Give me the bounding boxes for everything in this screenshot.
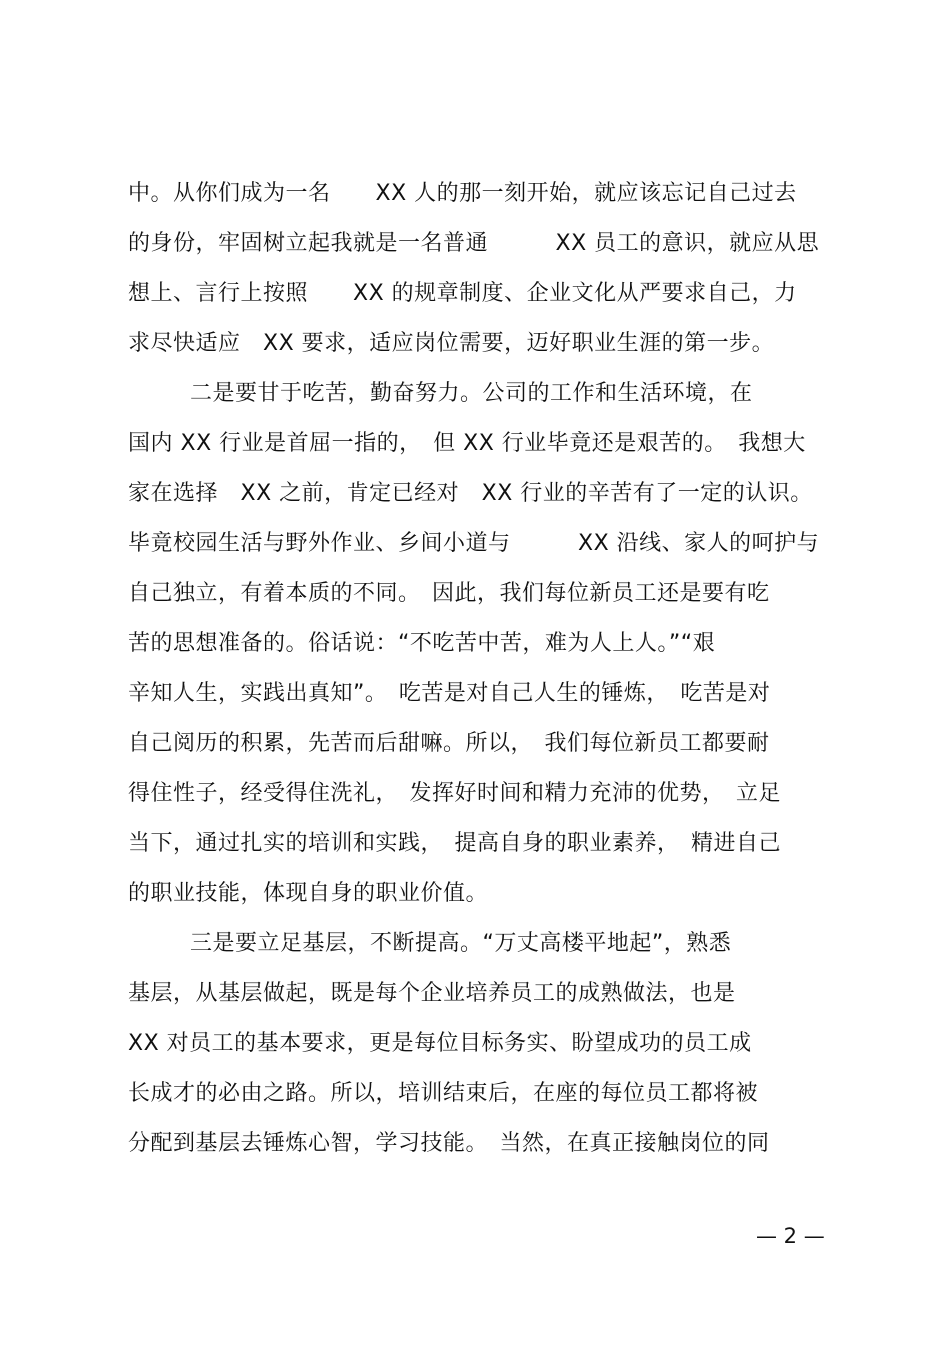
paragraph-3-first-line: 三是要立足基层，不断提高。“万丈高楼平地起”，熟悉 xyxy=(190,931,732,956)
text-line-20: 分配到基层去锤炼心智，学习技能。 当然，在真正接触岗位的同 xyxy=(128,1131,770,1156)
text-line-14: 当下，通过扎实的培训和实践， 提高自身的职业素养， 精进自己 xyxy=(128,831,782,856)
text-line-4: 求尽快适应 XX 要求，适应岗位需要，迈好职业生涯的第一步。 xyxy=(128,331,775,356)
text-line-18: XX 对员工的基本要求，更是每位目标务实、盼望成功的员工成 xyxy=(128,1031,752,1056)
text-line-2: 的身份，牢固树立起我就是一名普通 XX 员工的意识，就应从思 xyxy=(128,231,820,256)
text-line-6: 国内 XX 行业是首屈一指的， 但 XX 行业毕竟还是艰苦的。 我想大 xyxy=(128,431,806,456)
text-line-19: 长成才的必由之路。所以，培训结束后，在座的每位员工都将被 xyxy=(128,1081,759,1106)
text-line-13: 得住性子，经受得住洗礼， 发挥好时间和精力充沛的优势， 立足 xyxy=(128,781,782,806)
text-line-7: 家在选择 XX 之前，肯定已经对 XX 行业的辛苦有了一定的认识。 xyxy=(128,481,813,506)
text-line-15: 的职业技能，体现自身的职业价值。 xyxy=(128,881,489,906)
text-line-3: 想上、言行上按照 XX 的规章制度、企业文化从严要求自己，力 xyxy=(128,281,797,306)
paragraph-2-first-line: 二是要甘于吃苦，勤奋努力。公司的工作和生活环境，在 xyxy=(190,381,753,406)
page-number: — 2 — xyxy=(756,1224,825,1248)
text-line-17: 基层，从基层做起，既是每个企业培养员工的成熟做法，也是 xyxy=(128,981,736,1006)
text-line-9: 自己独立，有着本质的不同。 因此，我们每位新员工还是要有吃 xyxy=(128,581,770,606)
text-line-10: 苦的思想准备的。俗话说：“不吃苦中苦，难为人上人。”“艰 xyxy=(128,631,716,656)
text-line-12: 自己阅历的积累，先苦而后甜嘛。所以， 我们每位新员工都要耐 xyxy=(128,731,770,756)
text-line-1: 中。从你们成为一名 XX 人的那一刻开始，就应该忘记自己过去 xyxy=(128,181,797,206)
text-line-11: 辛知人生，实践出真知”。 吃苦是对自己人生的锤炼， 吃苦是对 xyxy=(128,681,771,706)
text-line-8: 毕竟校园生活与野外作业、乡间小道与 XX 沿线、家人的呵护与 xyxy=(128,531,820,556)
